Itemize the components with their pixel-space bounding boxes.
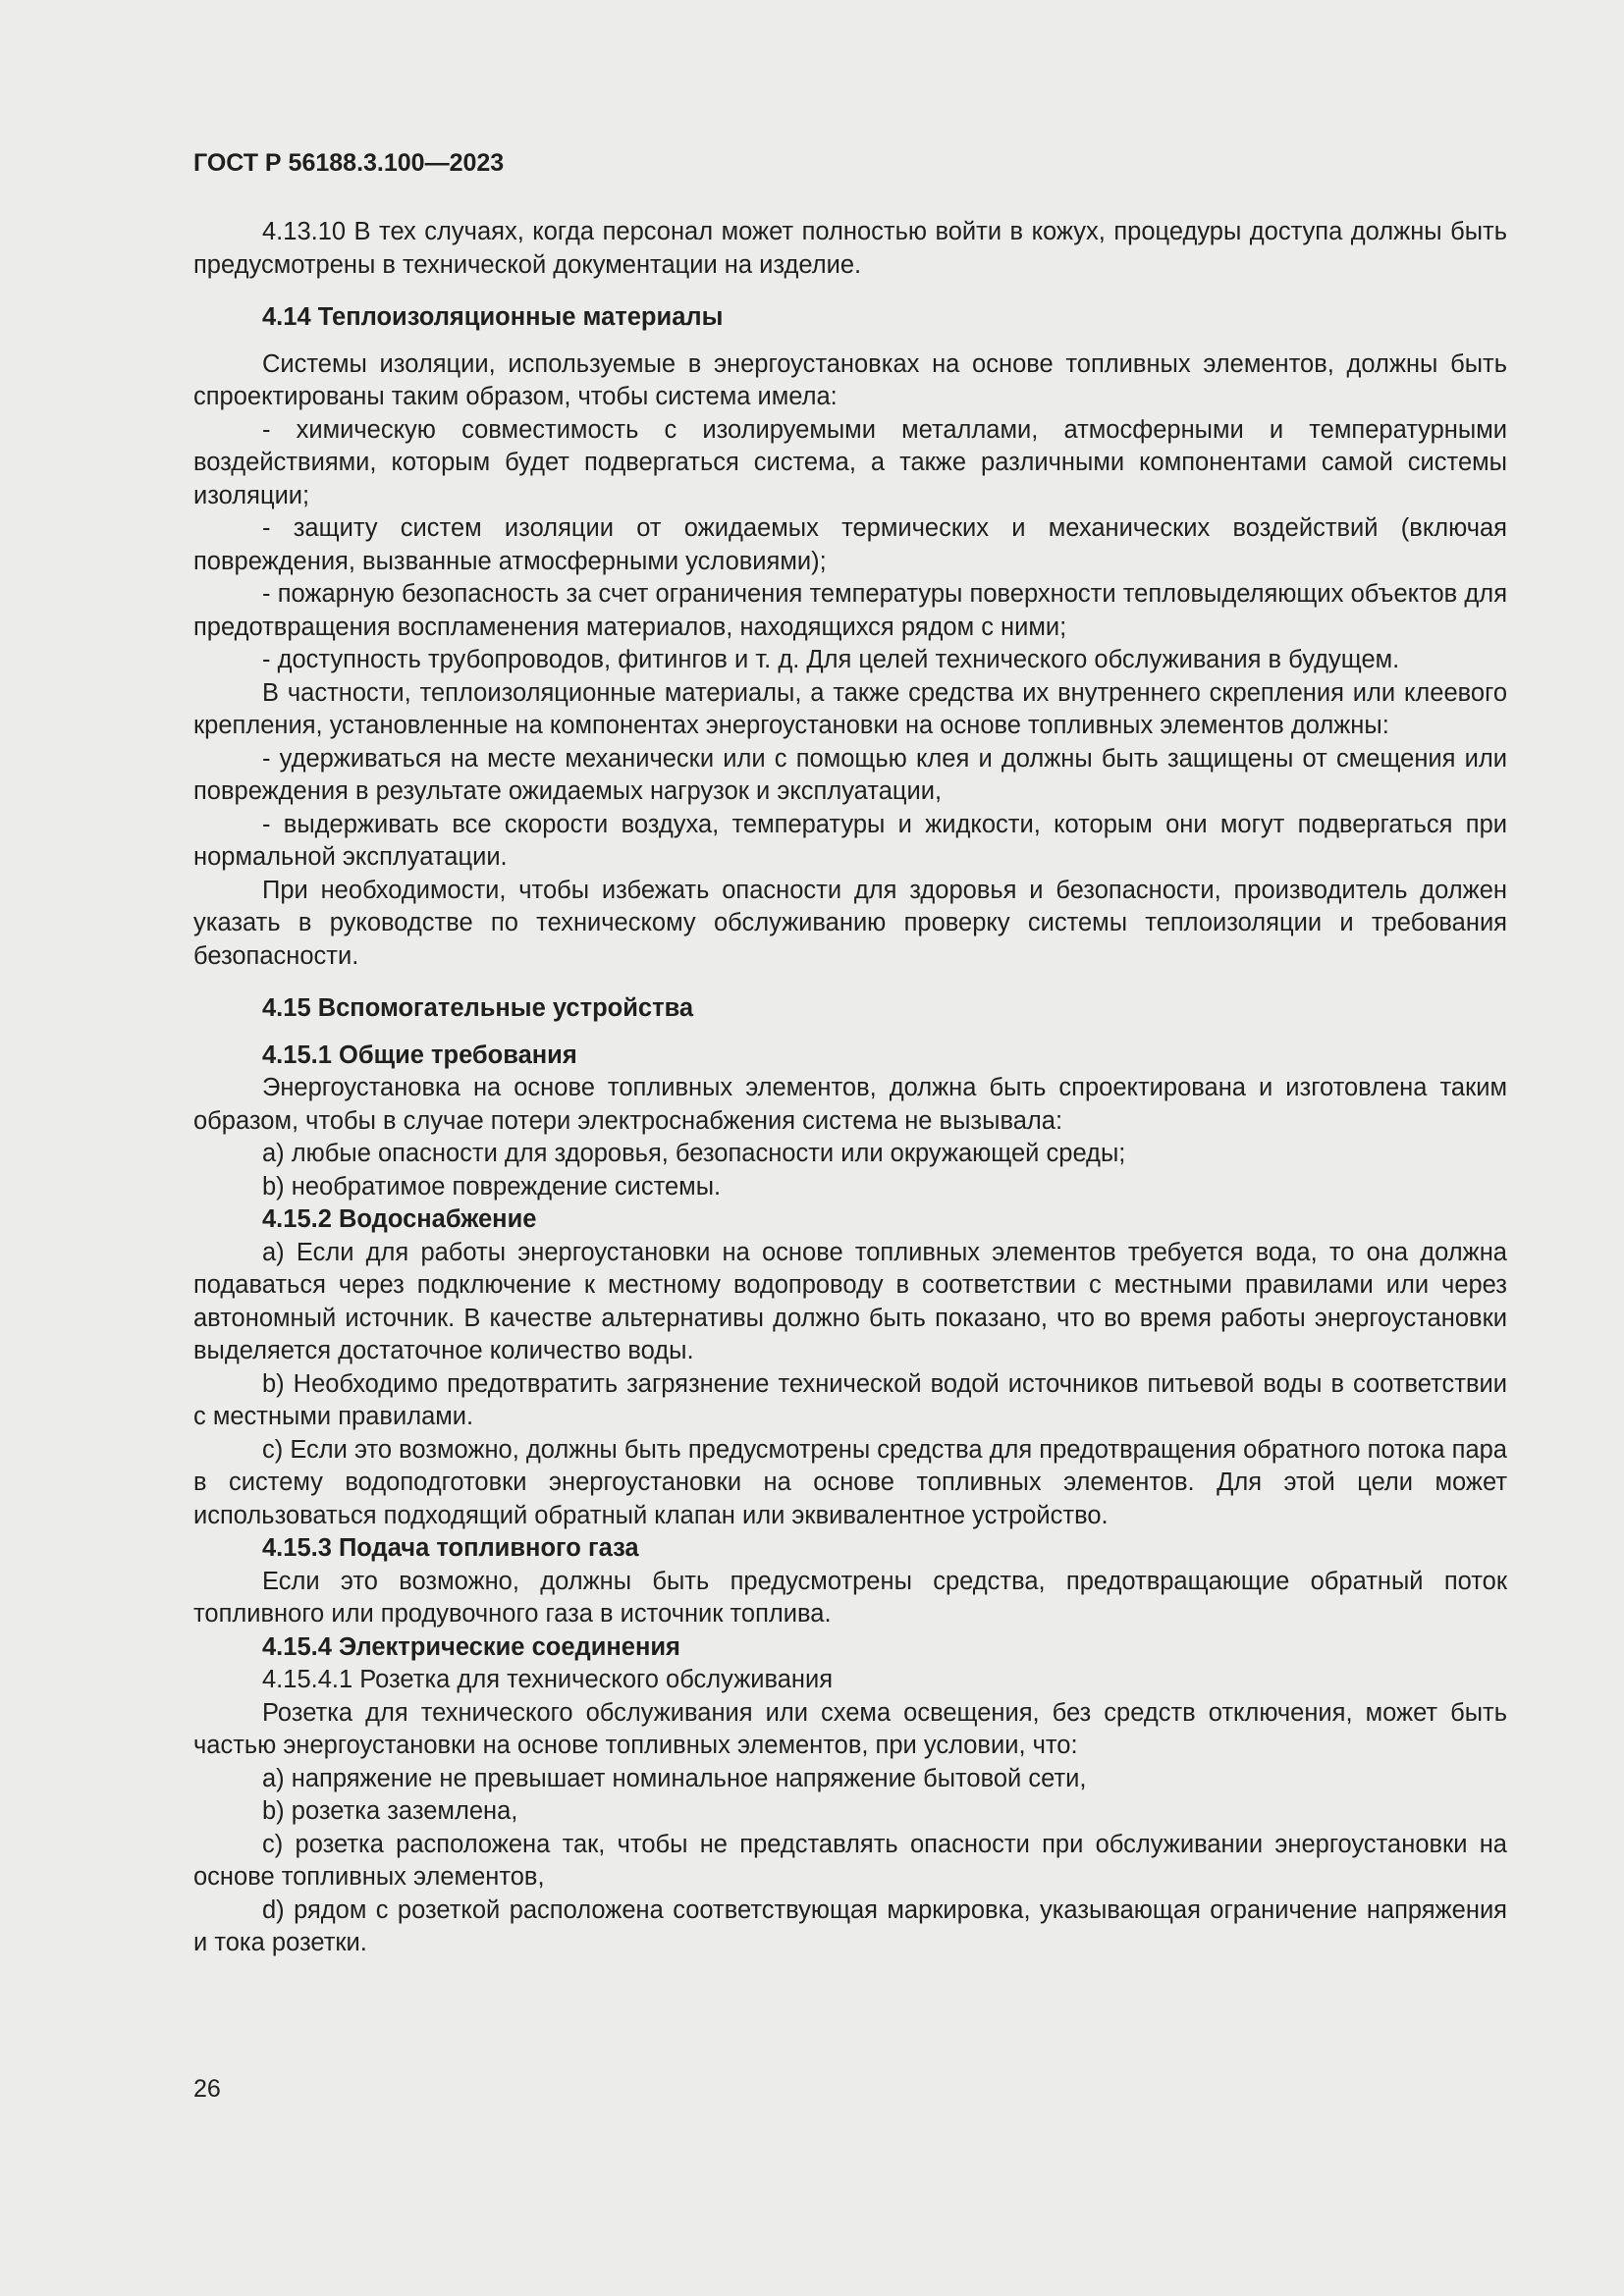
list-item-4-15-2-c: c) Если это возможно, должны быть предусмотрены средства для предотвращения обратного потока пара в систему водоподготовки энергоустановки на основе топливных элементов. Для этой цели может использоваться подходящий обратный клапан или эквивалентное устройство. xyxy=(193,1435,1507,1529)
list-item-4-14-1: - химическую совместимость с изолируемыми металлами, атмосферными и температурными воздействиями, которым будет подвергаться система, а также различными компонентами самой системы изоляции; xyxy=(193,415,1507,509)
list-item-4-14-4: - доступность трубопроводов, фитингов и т. д. Для целей технического обслуживания в будущем. xyxy=(262,646,1400,673)
list-item-4-14-5: - удерживаться на месте механически или с помощью клея и должны быть защищены от смещения или повреждения в результате ожидаемых нагрузок и эксплуатации, xyxy=(193,744,1507,805)
paragraph-4-15-1: Энергоустановка на основе топливных элементов, должна быть спроектирована и изготовлена таким образом, чтобы в случае потери электроснабжения система не вызывала: xyxy=(193,1074,1507,1135)
heading-4-15-4: 4.15.4 Электрические соединения xyxy=(262,1632,680,1661)
list-item-4-15-4-a: a) напряжение не превышает номинальное напряжение бытовой сети, xyxy=(262,1764,1087,1792)
paragraph-4-13-10: 4.13.10 В тех случаях, когда персонал может полностью войти в кожух, процедуры доступа должны быть предусмотрены в технической документации на изделие. xyxy=(193,218,1507,279)
heading-4-15-3: 4.15.3 Подача топливного газа xyxy=(262,1534,639,1562)
list-item-4-14-6: - выдерживать все скорости воздуха, температуры и жидкости, которым они могут подвергаться при нормальной эксплуатации. xyxy=(193,810,1507,871)
paragraph-4-14-intro: Системы изоляции, используемые в энергоустановках на основе топливных элементов, должны быть спроектированы таким образом, чтобы система имела: xyxy=(193,349,1507,410)
list-item-4-15-2-b: b) Необходимо предотвратить загрязнение технической водой источников питьевой воды в соответствии с местными правилами. xyxy=(193,1369,1507,1430)
list-item-4-14-3: - пожарную безопасность за счет ограничения температуры поверхности тепловыделяющих объектов для предотвращения воспламенения материалов, находящихся рядом с ними; xyxy=(193,580,1507,641)
page-number: 26 xyxy=(193,2075,221,2103)
list-item-4-14-2: - защиту систем изоляции от ожидаемых термических и механических воздействий (включая повреждения, вызванные атмосферными условиями); xyxy=(193,514,1507,575)
heading-4-15-4-1: 4.15.4.1 Розетка для технического обслуживания xyxy=(262,1666,834,1693)
heading-4-15: 4.15 Вспомогательные устройства xyxy=(262,994,694,1022)
list-item-4-15-2-a: a) Если для работы энергоустановки на основе топливных элементов требуется вода, то она должна подаваться через подключение к местному водопроводу в соответствии с местными правилами или через автономный источник. В качестве альтернативы должно быть показано, что во время работы энергоустановки выделяется достаточное количество воды. xyxy=(193,1238,1507,1364)
paragraph-4-14-para3: При необходимости, чтобы избежать опасности для здоровья и безопасности, производитель должен указать в руководстве по техническому обслуживанию проверку системы теплоизоляции и требования безопасности. xyxy=(193,876,1507,970)
list-item-4-15-4-b: b) розетка заземлена, xyxy=(262,1797,518,1825)
list-item-4-15-4-d: d) рядом с розеткой расположена соответствующая маркировка, указывающая ограничение напряжения и тока розетки. xyxy=(193,1896,1507,1956)
list-item-4-15-4-c: c) розетка расположена так, чтобы не представлять опасности при обслуживании энергоустановки на основе топливных элементов, xyxy=(193,1830,1507,1891)
list-item-4-15-1-a: a) любые опасности для здоровья, безопасности или окружающей среды; xyxy=(262,1140,1126,1167)
heading-4-15-1: 4.15.1 Общие требования xyxy=(262,1041,577,1069)
document-page xyxy=(193,147,1507,1960)
paragraph-4-14-para2: В частности, теплоизоляционные материалы, а также средства их внутреннего скрепления или клеевого крепления, установленные на компонентах энергоустановки на основе топливных элементов должны: xyxy=(193,678,1507,739)
heading-4-15-2: 4.15.2 Водоснабжение xyxy=(262,1205,537,1233)
paragraph-4-15-4-1: Розетка для технического обслуживания или схема освещения, без средств отключения, может быть частью энергоустановки на основе топливных элементов, при условии, что: xyxy=(193,1698,1507,1759)
list-item-4-15-1-b: b) необратимое повреждение системы. xyxy=(262,1172,722,1201)
paragraph-4-15-3: Если это возможно, должны быть предусмотрены средства, предотвращающие обратный поток топливного или продувочного газа в источник топлива. xyxy=(193,1567,1507,1628)
heading-4-14: 4.14 Теплоизоляционные материалы xyxy=(262,303,724,331)
document-header: ГОСТ Р 56188.3.100—2023 xyxy=(193,149,505,177)
